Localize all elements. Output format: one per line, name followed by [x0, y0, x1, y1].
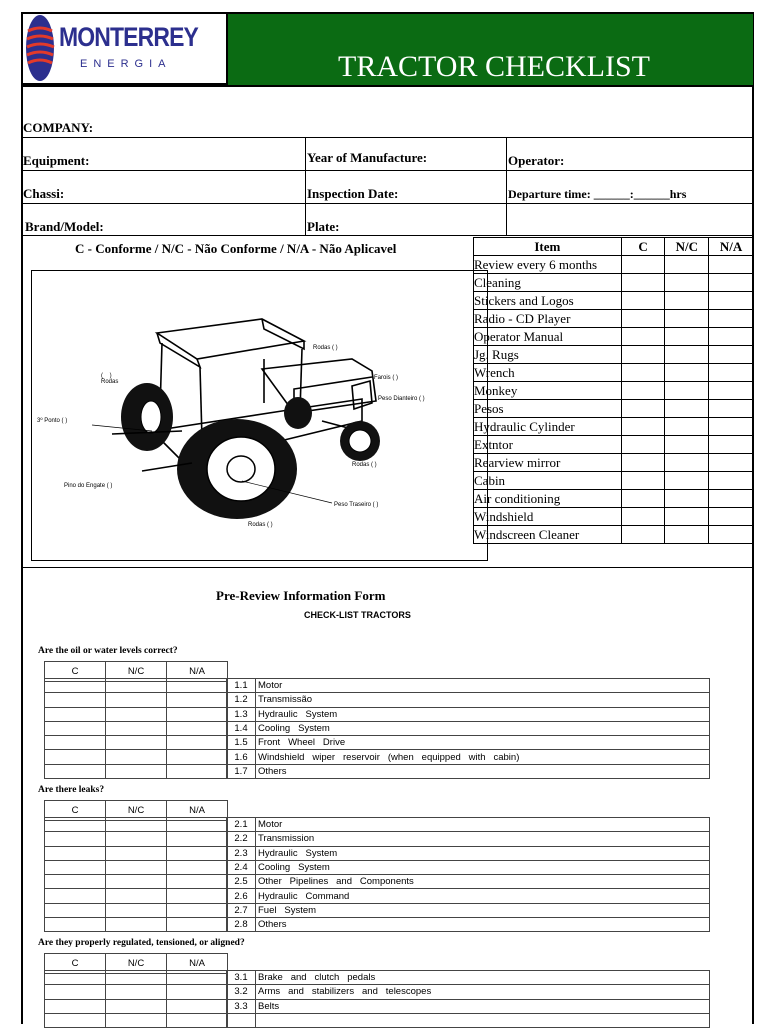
table-row [227, 846, 710, 860]
operator-label: Operator: [508, 153, 565, 168]
checklist-item-label: Operator Manual [474, 328, 622, 346]
check-cell[interactable] [45, 918, 106, 932]
section-items-table [226, 817, 710, 932]
section-col-header: N/A [167, 662, 228, 682]
checklist-c-cell[interactable] [621, 310, 665, 328]
checklist-row [474, 346, 754, 364]
item-number: 2.6 [227, 889, 256, 903]
checklist-item-label: Extntor [474, 436, 622, 454]
checklist-c-cell[interactable] [621, 400, 665, 418]
checklist-nc-cell[interactable] [665, 400, 709, 418]
item-number: 1.5 [227, 736, 256, 750]
checklist-nc-cell[interactable] [665, 490, 709, 508]
section-col-header: N/C [106, 662, 167, 682]
checklist-item-label: Pesos [474, 400, 622, 418]
checklist-nc-cell[interactable] [665, 454, 709, 472]
check-cell[interactable] [106, 707, 167, 721]
checklist-na-cell[interactable] [709, 256, 754, 274]
item-number: 2.1 [227, 818, 256, 832]
check-cell[interactable] [45, 889, 106, 903]
checklist-c-cell[interactable] [621, 328, 665, 346]
checklist-row [474, 256, 754, 274]
checklist-item-label: Windscreen Cleaner [474, 526, 622, 544]
section-col-header: N/C [106, 801, 167, 821]
table-row [227, 736, 710, 750]
col-nc: N/C [665, 238, 709, 256]
checklist-nc-cell[interactable] [665, 508, 709, 526]
checklist-item-label: Jg. Rugs [474, 346, 622, 364]
check-cell[interactable] [45, 679, 106, 693]
check-cell[interactable] [106, 764, 167, 778]
checklist-nc-cell[interactable] [665, 346, 709, 364]
company-label: COMPANY: [23, 120, 94, 135]
checklist-na-cell[interactable] [709, 292, 754, 310]
checklist-nc-cell[interactable] [665, 436, 709, 454]
item-number: 2.4 [227, 860, 256, 874]
brand-model-label: Brand/Model: [25, 219, 104, 234]
check-cell[interactable] [106, 875, 167, 889]
item-description: Motor [256, 818, 710, 832]
check-cell[interactable] [45, 832, 106, 846]
item-number: 3.1 [227, 971, 256, 985]
checklist-c-cell[interactable] [621, 256, 665, 274]
item-number: 2.2 [227, 832, 256, 846]
checklist-na-cell[interactable] [709, 472, 754, 490]
table-row [227, 971, 710, 985]
table-row [227, 818, 710, 832]
check-cell[interactable] [167, 764, 228, 778]
item-number: 1.1 [227, 679, 256, 693]
items-checklist-table [473, 237, 754, 544]
table-row [227, 860, 710, 874]
item-description: Hydraulic System [256, 846, 710, 860]
checklist-row [474, 526, 754, 544]
check-cell[interactable] [45, 875, 106, 889]
item-number: 3.2 [227, 985, 256, 999]
checklist-row [474, 364, 754, 382]
check-cell[interactable] [45, 693, 106, 707]
label-terceiro-ponto: 3º Ponto ( ) [37, 418, 68, 424]
checklist-row [474, 508, 754, 526]
check-cell[interactable] [167, 1013, 228, 1027]
check-cell[interactable] [106, 818, 167, 832]
table-row [227, 693, 710, 707]
checklist-c-cell[interactable] [621, 526, 665, 544]
check-cell[interactable] [106, 985, 167, 999]
check-cell[interactable] [45, 721, 106, 735]
item-description: Belts [256, 999, 710, 1013]
section-items-table [226, 678, 710, 779]
item-description: Brake and clutch pedals [256, 971, 710, 985]
checklist-item-label: Wrench [474, 364, 622, 382]
checklist-row [474, 274, 754, 292]
table-row [227, 707, 710, 721]
check-cell[interactable] [45, 750, 106, 764]
checklist-c-cell[interactable] [621, 382, 665, 400]
checklist-nc-cell[interactable] [665, 274, 709, 292]
table-row [227, 721, 710, 735]
table-row [227, 889, 710, 903]
table-row [227, 750, 710, 764]
section-question: Are they properly regulated, tensioned, or aligned? [38, 938, 245, 948]
checklist-row [474, 436, 754, 454]
table-row [227, 903, 710, 917]
checklist-c-cell[interactable] [621, 274, 665, 292]
item-description: Hydraulic Command [256, 889, 710, 903]
label-peso-dianteiro: Peso Dianteiro ( ) [378, 396, 425, 402]
check-cell[interactable] [45, 903, 106, 917]
checklist-c-cell[interactable] [621, 472, 665, 490]
check-cell[interactable] [106, 736, 167, 750]
table-row [227, 679, 710, 693]
checklist-c-cell[interactable] [621, 346, 665, 364]
item-number: 2.3 [227, 846, 256, 860]
checklist-item-label: Radio - CD Player [474, 310, 622, 328]
item-description: Cooling System [256, 860, 710, 874]
checklist-item-label: Stickers and Logos [474, 292, 622, 310]
table-row [227, 764, 710, 778]
table-row [227, 985, 710, 999]
label-pino-engate: Pino do Engate ( ) [64, 483, 113, 489]
col-na: N/A [709, 238, 754, 256]
check-cell[interactable] [45, 999, 106, 1013]
checklist-c-cell[interactable] [621, 490, 665, 508]
section-col-header: C [45, 801, 106, 821]
title-banner [226, 14, 753, 85]
logo-subtitle: ENERGIA [80, 58, 172, 70]
section-items-table [226, 970, 710, 1028]
check-cell[interactable] [106, 903, 167, 917]
plate-label: Plate: [307, 219, 340, 234]
checklist-na-cell[interactable] [709, 400, 754, 418]
checklist-nc-cell[interactable] [665, 382, 709, 400]
check-cell[interactable] [167, 918, 228, 932]
check-cell[interactable] [167, 832, 228, 846]
check-cell[interactable] [167, 679, 228, 693]
item-number: 1.6 [227, 750, 256, 764]
col-item: Item [474, 238, 622, 256]
checklist-na-cell[interactable] [709, 310, 754, 328]
check-cell[interactable] [106, 750, 167, 764]
checklist-row [474, 328, 754, 346]
item-number: 1.7 [227, 764, 256, 778]
check-cell[interactable] [167, 985, 228, 999]
page-title: TRACTOR CHECKLIST [338, 50, 650, 83]
check-cell[interactable] [167, 971, 228, 985]
checklist-c-cell[interactable] [621, 454, 665, 472]
check-cell[interactable] [106, 1013, 167, 1027]
check-cell[interactable] [167, 693, 228, 707]
checklist-row [474, 292, 754, 310]
check-cell[interactable] [106, 679, 167, 693]
section-col-header: C [45, 954, 106, 974]
label-rodas-top: Rodas ( ) [313, 345, 338, 351]
checklist-row [474, 454, 754, 472]
checklist-nc-cell[interactable] [665, 310, 709, 328]
checklist-na-cell[interactable] [709, 508, 754, 526]
label-rodas-left: ( ) Rodas [101, 373, 119, 385]
col-c: C [621, 238, 665, 256]
table-row [227, 875, 710, 889]
equipment-label: Equipment: [23, 153, 90, 168]
checklist-item-label: Rearview mirror [474, 454, 622, 472]
item-number [227, 1013, 256, 1027]
check-cell[interactable] [167, 889, 228, 903]
checklist-na-cell[interactable] [709, 274, 754, 292]
item-description: Front Wheel Drive [256, 736, 710, 750]
check-cell[interactable] [45, 846, 106, 860]
item-description: Cooling System [256, 721, 710, 735]
checklist-item-label: Review every 6 months [474, 256, 622, 274]
section-question: Are the oil or water levels correct? [38, 646, 178, 656]
item-number: 1.3 [227, 707, 256, 721]
section-question: Are there leaks? [38, 785, 105, 795]
check-cell[interactable] [106, 693, 167, 707]
item-number: 1.4 [227, 721, 256, 735]
item-description: Windshield wiper reservoir (when equipped with cabin) [256, 750, 710, 764]
checklist-c-cell[interactable] [621, 508, 665, 526]
checklist-nc-cell[interactable] [665, 418, 709, 436]
check-cell[interactable] [167, 736, 228, 750]
section-col-header: C [45, 662, 106, 682]
check-cell[interactable] [106, 860, 167, 874]
checklist-row [474, 418, 754, 436]
item-number: 2.8 [227, 918, 256, 932]
checklist-item-label: Air conditioning [474, 490, 622, 508]
check-cell[interactable] [167, 721, 228, 735]
logo-emblem-icon [26, 15, 54, 81]
checklist-c-cell[interactable] [621, 418, 665, 436]
year-label: Year of Manufacture: [307, 150, 428, 165]
checklist-nc-cell[interactable] [665, 292, 709, 310]
check-cell[interactable] [106, 971, 167, 985]
item-description [256, 1013, 710, 1027]
checklist-c-cell[interactable] [621, 436, 665, 454]
checklist-row [474, 490, 754, 508]
check-cell[interactable] [45, 818, 106, 832]
label-rodas-bottom: Rodas ( ) [248, 522, 273, 528]
checklist-na-cell[interactable] [709, 328, 754, 346]
tractor-illustration-icon [32, 271, 487, 560]
check-cell[interactable] [167, 999, 228, 1013]
checklist-item-label: Monkey [474, 382, 622, 400]
checklist-na-cell[interactable] [709, 490, 754, 508]
label-peso-traseiro: Peso Traseiro ( ) [334, 502, 379, 508]
check-cell[interactable] [45, 1013, 106, 1027]
check-cell[interactable] [106, 846, 167, 860]
check-cell[interactable] [106, 721, 167, 735]
item-description: Fuel System [256, 903, 710, 917]
item-description: Other Pipelines and Components [256, 875, 710, 889]
checklist-row [474, 310, 754, 328]
item-description: Arms and stabilizers and telescopes [256, 985, 710, 999]
item-description: Motor [256, 679, 710, 693]
checklist-row [474, 400, 754, 418]
section-check-grid [44, 678, 228, 779]
inspection-date-label: Inspection Date: [307, 186, 399, 201]
checklist-item-label: Windshield [474, 508, 622, 526]
check-cell[interactable] [167, 860, 228, 874]
check-cell[interactable] [167, 875, 228, 889]
check-cell[interactable] [45, 860, 106, 874]
checklist-row [474, 382, 754, 400]
checklist-nc-cell[interactable] [665, 472, 709, 490]
item-description: Others [256, 918, 710, 932]
check-cell[interactable] [45, 971, 106, 985]
legend-text: C - Conforme / N/C - Não Conforme / N/A - Não Aplicavel [75, 241, 397, 256]
checklist-c-cell[interactable] [621, 292, 665, 310]
item-number: 3.3 [227, 999, 256, 1013]
checklist-nc-cell[interactable] [665, 328, 709, 346]
item-description: Hydraulic System [256, 707, 710, 721]
checklist-item-label: Hydraulic Cylinder [474, 418, 622, 436]
check-cell[interactable] [45, 764, 106, 778]
table-row [227, 832, 710, 846]
check-cell[interactable] [167, 750, 228, 764]
tractor-diagram [31, 270, 488, 561]
section-check-grid [44, 970, 228, 1028]
check-cell[interactable] [167, 707, 228, 721]
check-cell[interactable] [45, 707, 106, 721]
item-description: Transmissão [256, 693, 710, 707]
check-cell[interactable] [45, 985, 106, 999]
checklist-nc-cell[interactable] [665, 526, 709, 544]
logo-name: MONTERREY [59, 22, 198, 52]
check-cell[interactable] [106, 918, 167, 932]
table-row [227, 999, 710, 1013]
checklist-nc-cell[interactable] [665, 256, 709, 274]
item-description: Others [256, 764, 710, 778]
section-col-header: N/A [167, 801, 228, 821]
item-number: 2.5 [227, 875, 256, 889]
item-number: 1.2 [227, 693, 256, 707]
table-row [227, 1013, 710, 1027]
checklist-nc-cell[interactable] [665, 364, 709, 382]
departure-time-label: Departure time: ______:______hrs [508, 187, 687, 201]
checklist-row [474, 472, 754, 490]
section-col-header: N/C [106, 954, 167, 974]
check-cell[interactable] [106, 889, 167, 903]
check-cell[interactable] [167, 846, 228, 860]
checklist-na-cell[interactable] [709, 382, 754, 400]
section-col-header: N/A [167, 954, 228, 974]
chassi-label: Chassi: [23, 186, 65, 201]
section-check-grid [44, 817, 228, 932]
checklist-na-cell[interactable] [709, 454, 754, 472]
item-description: Transmission [256, 832, 710, 846]
checklist-na-cell[interactable] [709, 526, 754, 544]
checklist-item-label: Cleaning [474, 274, 622, 292]
check-cell[interactable] [167, 818, 228, 832]
checklist-c-cell[interactable] [621, 364, 665, 382]
checklist-na-cell[interactable] [709, 436, 754, 454]
check-cell[interactable] [106, 999, 167, 1013]
form-subtitle: CHECK-LIST TRACTORS [304, 610, 411, 620]
check-cell[interactable] [167, 903, 228, 917]
check-cell[interactable] [106, 832, 167, 846]
check-cell[interactable] [45, 736, 106, 750]
item-number: 2.7 [227, 903, 256, 917]
form-title: Pre-Review Information Form [216, 588, 386, 603]
checklist-na-cell[interactable] [709, 418, 754, 436]
label-farois: Farois ( ) [374, 375, 398, 381]
table-row [227, 918, 710, 932]
label-rodas-right: Rodas ( ) [352, 462, 377, 468]
checklist-na-cell[interactable] [709, 346, 754, 364]
checklist-na-cell[interactable] [709, 364, 754, 382]
checklist-item-label: Cabin [474, 472, 622, 490]
